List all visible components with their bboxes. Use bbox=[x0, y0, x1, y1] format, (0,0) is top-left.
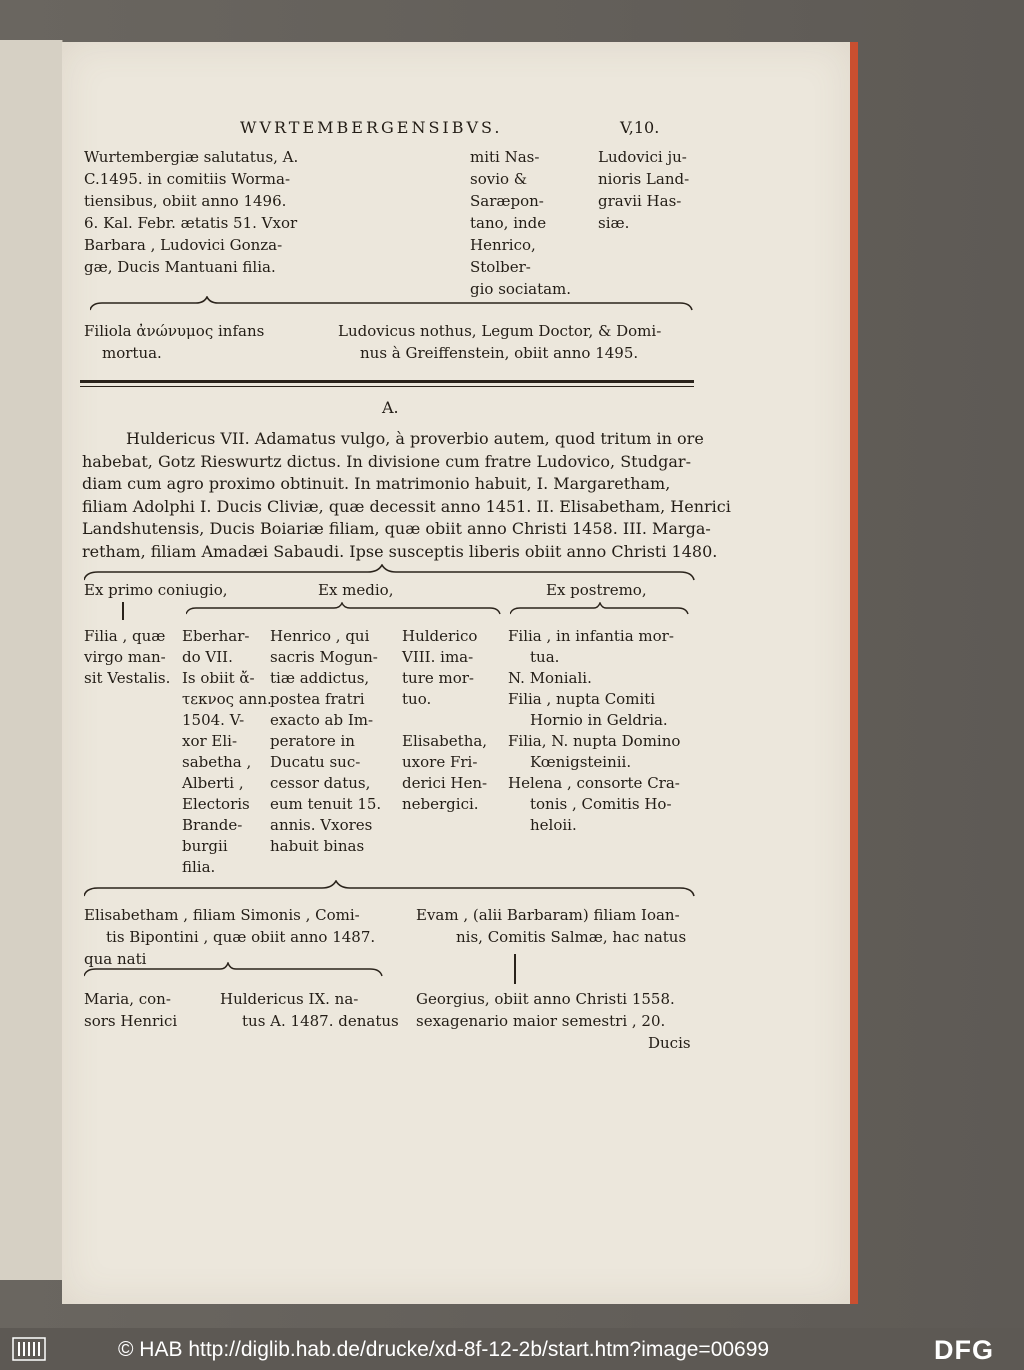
child-col-2: Eberhar- do VII. Is obiit ἄ- τεκνος ann. 1504. V- xor Eli- sabetha , Alberti , Electoris Brande- burgii filia. bbox=[182, 627, 272, 876]
genealogy-brace-large bbox=[84, 564, 696, 582]
dfg-logo: DFG bbox=[934, 1335, 994, 1365]
descent-line-second bbox=[514, 954, 516, 984]
genealogy-brace-wives bbox=[84, 880, 696, 898]
child-col-1: Filia , quæ virgo man- sit Vestalis. bbox=[84, 627, 171, 687]
brace-middle-marriage bbox=[186, 602, 502, 616]
section-marker: A. bbox=[382, 398, 399, 417]
brace-first-wife-issue bbox=[84, 962, 384, 978]
book-page bbox=[62, 42, 850, 1304]
marriage-middle: Ex medio, bbox=[318, 581, 394, 599]
child-col-3: Henrico , qui sacris Mogun- tiæ addictus, postea fratri exacto ab Im- peratore in Ducatu suc- cessor datus, eum tenuit 15. annis. Vxores habuit binas bbox=[270, 627, 382, 855]
previous-page-edge bbox=[0, 40, 63, 1280]
footer-bar bbox=[0, 1328, 1024, 1370]
catchword: Ducis bbox=[648, 1034, 691, 1052]
grandchild-col-2: Huldericus IX. na- tus A. 1487. denatus bbox=[220, 990, 399, 1030]
top-block-left: Wurtembergiæ salutatus, A. C.1495. in comitiis Worma- tiensibus, obiit anno 1496. 6. Kal. Febr. ætatis 51. Vxor Barbara , Ludovici Gonza- gæ, Ducis Mantuani filia. bbox=[84, 148, 299, 276]
grandchild-col-1: Maria, con- sors Henrici bbox=[84, 990, 178, 1030]
children-1-left: Filiola ἀνώνυμος infans mortua. bbox=[84, 322, 265, 362]
child-col-5: Filia , in infantia mor- tua. N. Moniali. Filia , nupta Comiti Hornio in Geldria. Filia, N. nupta Domino Kœnigsteinii. Helena , consorte Cra- tonis , Comitis Ho- heloii. bbox=[508, 627, 681, 834]
copyright-link[interactable]: © HAB http://diglib.hab.de/drucke/xd-8f-12-2b/start.htm?image=00699 bbox=[118, 1338, 770, 1361]
child-col-4: Hulderico VIII. ima- ture mor- tuo. Elisabetha, uxore Fri- derici Hen- nebergici. bbox=[402, 627, 488, 813]
running-title: WVRTEMBERGENSIBVS. bbox=[240, 118, 503, 137]
page-edge bbox=[850, 42, 858, 1304]
genealogy-brace bbox=[90, 296, 694, 312]
library-logo-icon bbox=[12, 1337, 46, 1361]
page-signature: V,10. bbox=[620, 118, 660, 137]
brace-last-marriage bbox=[510, 602, 690, 616]
main-paragraph: Huldericus VII. Adamatus vulgo, à proverbio autem, quod tritum in ore habebat, Gotz Rieswurtz dictus. In divisione cum fratre Ludovico, Studgar- diam cum agro proximo obtinuit. In matrimonio habuit, I. Margaretham, filiam Adolphi I. Ducis Cliviæ, quæ decessit anno 1451. II. Elisabetham, Henrici Landshutensis, Ducis Boiariæ filiam, quæ obiit anno Christi 1458. III. Marga- retham, filiam Amadæi Sabaudi. Ipse susceptis liberis obiit anno Christi 1480. bbox=[82, 429, 731, 561]
marriage-first: Ex primo coniugio, bbox=[84, 581, 228, 599]
wife-right: Evam , (alii Barbaram) filiam Ioan- nis, Comitis Salmæ, hac natus bbox=[416, 906, 687, 946]
descent-line bbox=[122, 602, 124, 620]
section-rule-thin bbox=[80, 386, 694, 387]
top-block-middle: miti Nas- sovio & Saræpon- tano, inde Henrico, Stolber- gio sociatam. bbox=[470, 148, 572, 298]
grandchild-col-3: Georgius, obiit anno Christi 1558. sexagenario maior semestri , 20. bbox=[416, 990, 675, 1030]
children-1-right: Ludovicus nothus, Legum Doctor, & Domi- nus à Greiffenstein, obiit anno 1495. bbox=[338, 322, 662, 362]
section-rule bbox=[80, 380, 694, 383]
top-block-right: Ludovici ju- nioris Land- gravii Has- siæ. bbox=[598, 148, 690, 232]
wife-left: Elisabetham , filiam Simonis , Comi- tis Bipontini , quæ obiit anno 1487. qua nati bbox=[84, 906, 376, 968]
marriage-last: Ex postremo, bbox=[546, 581, 647, 599]
